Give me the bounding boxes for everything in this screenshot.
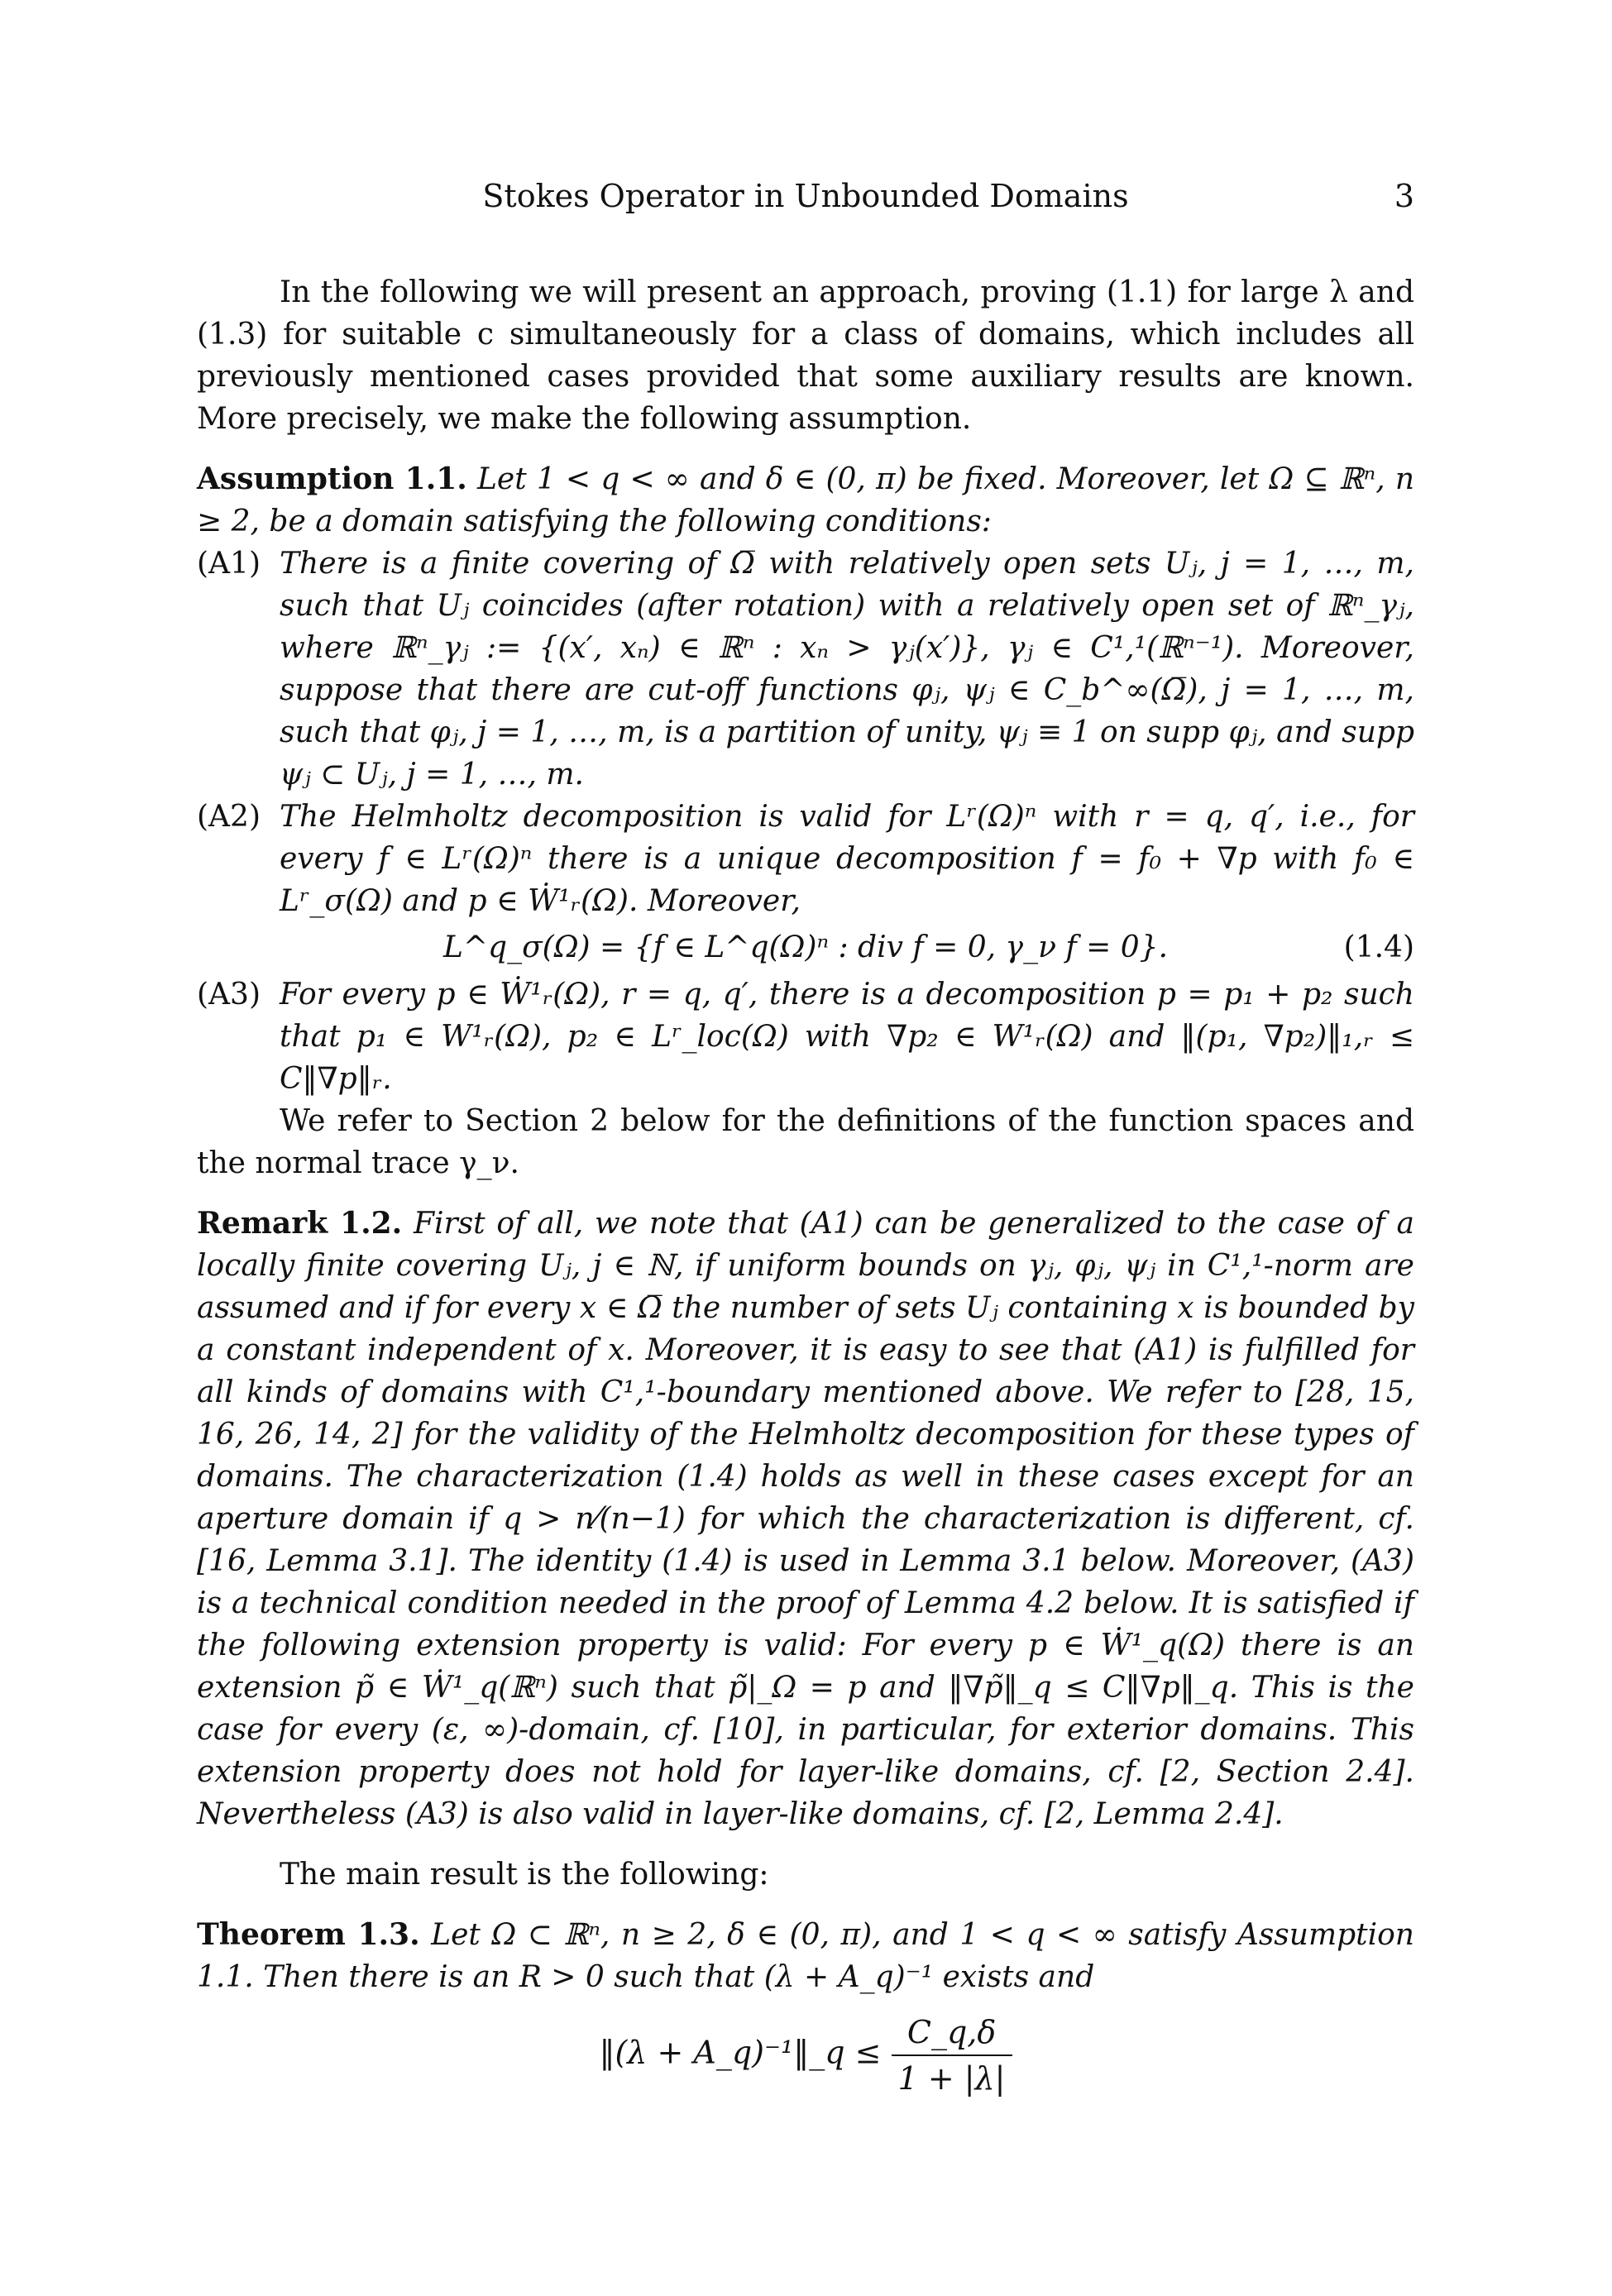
assumption-1-1 xyxy=(197,458,1414,1100)
theorem-label: Theorem 1.3. xyxy=(197,1917,420,1952)
main-result-paragraph: The main result is the following: xyxy=(280,1858,769,1892)
remark-text: First of all, we note that (A1) can be generalized to the case of a locally finite covering Uⱼ, j ∈ ℕ, if uniform bounds on γⱼ, φⱼ, ψⱼ in C¹,¹-norm are assumed and if for every x ∈ Ω̅ the number of sets Uⱼ containing x is bounded by a constant independent of x. Moreover, it is easy to see that (A1) is fulfilled for all kinds of domains with C¹,¹-boundary mentioned above. We refer to [28, 15, 16, 26, 14, 2] for the validity of the Helmholtz decomposition for these types of domains. The characterization (1.4) holds as well in these cases except for an aperture domain if q > n⁄(n−1) for which the characterization is different, cf. [16, Lemma 3.1]. The identity (1.4) is used in Lemma 3.1 below. Moreover, (A3) is a technical condition needed in the proof of Lemma 4.2 below. It is satisfied if the following extension property is valid: For every p ∈ Ẇ¹_q(Ω) there is an extension p̃ ∈ Ẇ¹_q(ℝⁿ) such that p̃|_Ω = p and ‖∇p̃‖_q ≤ C‖∇p‖_q. This is the case for every (ε, ∞)-domain, cf. [10], in particular, for exterior domains. This extension property does not hold for layer-like domains, cf. [2, Section 2.4]. Nevertheless (A3) is also valid in layer-like domains, cf. [2, Lemma 2.4]. xyxy=(197,1207,1414,1831)
condition-a2-text: The Helmholtz decomposition is valid for Lʳ(Ω)ⁿ with r = q, q′, i.e., for every f ∈ Lʳ(Ω)ⁿ there is a unique decomposition f = f₀ + ∇p with f₀ ∈ Lʳ_σ(Ω) and p ∈ Ẇ¹ᵣ(Ω). Moreover, xyxy=(280,800,1414,918)
equation-1-4-number: (1.4) xyxy=(1343,930,1414,964)
equation-1-4-body: L^q_σ(Ω) = {f ∈ L^q(Ω)ⁿ : div f = 0, γ_ν f = 0}. xyxy=(442,930,1169,964)
condition-a3-text: For every p ∈ Ẇ¹ᵣ(Ω), r = q, q′, there is a decomposition p = p₁ + p₂ such that p₁ ∈ W¹ᵣ(Ω), p₂ ∈ Lʳ_loc(Ω) with ∇p₂ ∈ W¹ᵣ(Ω) and ‖(p₁, ∇p₂)‖₁,ᵣ ≤ C‖∇p‖ᵣ. xyxy=(280,978,1414,1096)
condition-a2-label: (A2) xyxy=(197,800,261,834)
refer-paragraph: We refer to Section 2 below for the definitions of the function spaces and the normal trace γ_ν. xyxy=(197,1104,1414,1180)
equation-1-4 xyxy=(197,926,1414,970)
remark-1-2 xyxy=(197,1203,1414,1835)
running-title: Stokes Operator in Unbounded Domains xyxy=(482,178,1129,214)
condition-a2 xyxy=(197,796,1414,922)
resolvent-lhs: ‖(λ + A_q)⁻¹‖_q ≤ xyxy=(599,2034,882,2071)
running-header xyxy=(197,178,1414,219)
fraction-denominator: 1 + |λ| xyxy=(897,2060,1006,2097)
intro-paragraph: In the following we will present an approach, proving (1.1) for large λ and (1.3) for suitable c simultaneously for a class of domains, which includes all previously mentioned cases provided that some auxiliary results are known. More precisely, we make the following assumption. xyxy=(197,275,1414,436)
condition-a1-label: (A1) xyxy=(197,547,261,581)
resolvent-fraction xyxy=(892,2010,1012,2101)
remark-label: Remark 1.2. xyxy=(197,1206,403,1241)
condition-a3-label: (A3) xyxy=(197,978,261,1012)
page-number: 3 xyxy=(1394,178,1414,214)
assumption-text: Let 1 < q < ∞ and δ ∈ (0, π) be fixed. Moreover, let Ω ⊆ ℝⁿ, n ≥ 2, be a domain satisfying the following conditions: xyxy=(197,462,1414,538)
condition-a1 xyxy=(197,543,1414,796)
article-body xyxy=(197,271,1414,2101)
resolvent-estimate xyxy=(197,2010,1414,2101)
assumption-label: Assumption 1.1. xyxy=(197,462,467,496)
theorem-1-3 xyxy=(197,1914,1414,2101)
condition-a3 xyxy=(197,973,1414,1100)
theorem-text: Let Ω ⊂ ℝⁿ, n ≥ 2, δ ∈ (0, π), and 1 < q < ∞ satisfy Assumption 1.1. Then there is an R > 0 such that (λ + A_q)⁻¹ exists and xyxy=(197,1918,1414,1994)
fraction-numerator: C_q,δ xyxy=(892,2010,1012,2056)
condition-a1-text: There is a finite covering of Ω̅ with relatively open sets Uⱼ, j = 1, …, m, such that Uⱼ coincides (after rotation) with a relatively open set of ℝⁿ_γⱼ, where ℝⁿ_γⱼ := {(x′, xₙ) ∈ ℝⁿ : xₙ > γⱼ(x′)}, γⱼ ∈ C¹,¹(ℝⁿ⁻¹). Moreover, suppose that there are cut-off functions φⱼ, ψⱼ ∈ C_b^∞(Ω̅), j = 1, …, m, such that φⱼ, j = 1, …, m, is a partition of unity, ψⱼ ≡ 1 on supp φⱼ, and supp ψⱼ ⊂ Uⱼ, j = 1, …, m. xyxy=(280,547,1414,792)
